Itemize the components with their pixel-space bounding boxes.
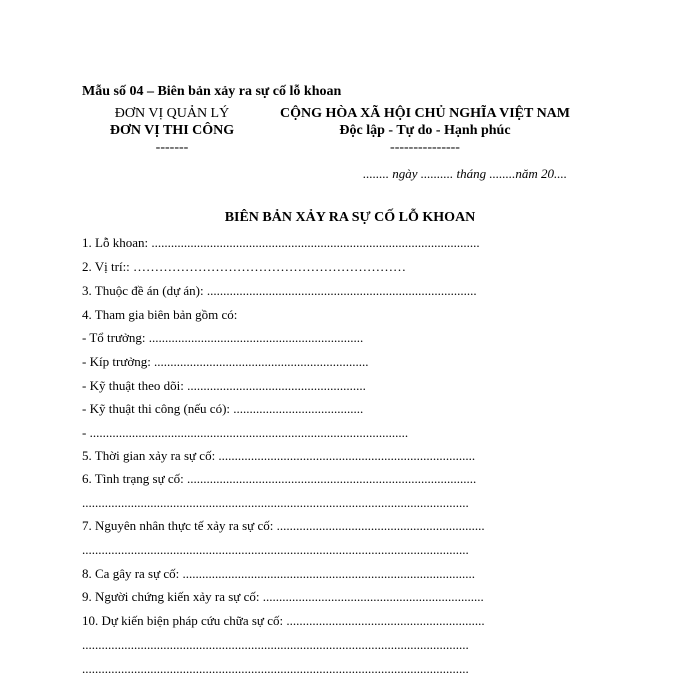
- field-shift-leader: - Kíp trưởng: ..................................................................: [82, 354, 369, 369]
- document-title: BIÊN BẢN XẢY RA SỰ CỐ LỖ KHOAN: [224, 210, 476, 225]
- field-responsible-shift: 8. Ca gây ra sự cố: ..........................................................................................: [82, 566, 476, 581]
- date-line: ........ ngày .......... tháng ........năm 20....: [363, 166, 568, 181]
- field-location: 2. Vị trí:: ………………………………………………………: [82, 259, 407, 274]
- field-actual-cause: 7. Nguyên nhân thực tế xảy ra sự cố: ................................................................: [82, 518, 485, 533]
- left-header-divider: -------: [155, 140, 189, 155]
- form-number-title: Mẫu số 04 – Biên bản xảy ra sự cố lỗ khoan: [82, 84, 342, 99]
- blank-line: .......................................................................................................................: [82, 542, 469, 557]
- management-unit-label: ĐƠN VỊ QUẢN LÝ: [114, 106, 230, 121]
- right-header-divider: ---------------: [390, 140, 460, 155]
- field-incident-status: 6. Tình trạng sự cố: .........................................................................................: [82, 471, 477, 486]
- field-team-leader: - Tổ trưởng: ..................................................................: [82, 330, 364, 345]
- field-remedy-plan: 10. Dự kiến biện pháp cứu chữa sự cố: .............................................................: [82, 613, 485, 628]
- field-project: 3. Thuộc đề án (dự án): ...................................................................................: [82, 283, 477, 298]
- construction-unit-label: ĐƠN VỊ THI CÔNG: [109, 123, 235, 138]
- country-name: CỘNG HÒA XÃ HỘI CHỦ NGHĨA VIỆT NAM: [279, 106, 570, 121]
- field-monitoring-technician: - Kỹ thuật theo dõi: .......................................................: [82, 378, 366, 393]
- national-motto: Độc lập - Tự do - Hạnh phúc: [339, 123, 511, 138]
- field-participants-heading: 4. Tham gia biên bản gồm có:: [82, 307, 238, 322]
- blank-line: .......................................................................................................................: [82, 495, 469, 510]
- field-other-participant: - ..................................................................................................: [82, 425, 409, 440]
- field-borehole: 1. Lỗ khoan: .....................................................................................................: [82, 235, 480, 250]
- blank-line: .......................................................................................................................: [82, 661, 469, 676]
- field-incident-time: 5. Thời gian xảy ra sự cố: ...............................................................................: [82, 448, 476, 463]
- field-witness: 9. Người chứng kiến xảy ra sự cố: ....................................................................: [82, 589, 484, 604]
- field-construction-technician: - Kỹ thuật thi công (nếu có): ........................................: [82, 401, 364, 416]
- blank-line: .......................................................................................................................: [82, 637, 469, 652]
